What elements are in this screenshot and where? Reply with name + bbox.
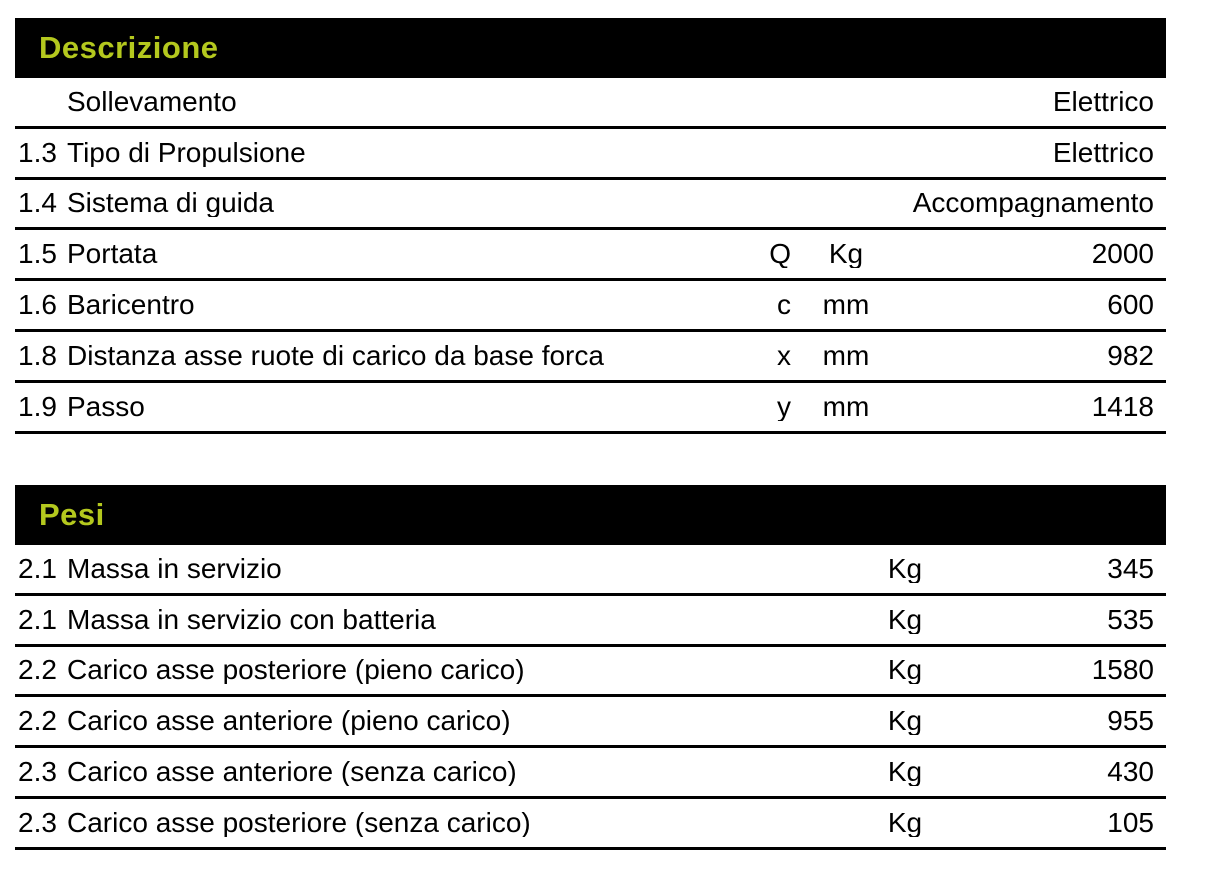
spec-row bbox=[15, 545, 1166, 596]
row-unit: Kg bbox=[887, 808, 923, 837]
row-label: Baricentro bbox=[67, 291, 195, 320]
row-unit: Kg bbox=[887, 656, 923, 685]
row-value: 2000 bbox=[1091, 240, 1154, 269]
spec-row bbox=[15, 78, 1166, 129]
section-pesi-header-bar bbox=[15, 485, 1166, 545]
spec-row bbox=[15, 596, 1166, 647]
row-value: 1418 bbox=[1091, 392, 1154, 421]
row-label: Portata bbox=[67, 240, 158, 269]
section-pesi bbox=[15, 485, 1166, 850]
row-index: 1.8 bbox=[18, 341, 57, 370]
section-descrizione-title: Descrizione bbox=[39, 30, 219, 65]
row-label: Tipo di Propulsione bbox=[67, 138, 306, 167]
row-index: 2.1 bbox=[18, 554, 57, 583]
spec-row bbox=[15, 180, 1166, 231]
row-index: 1.9 bbox=[18, 392, 57, 421]
row-symbol: Q bbox=[769, 240, 791, 269]
section-pesi-title: Pesi bbox=[39, 497, 105, 532]
row-value: 345 bbox=[1107, 554, 1154, 583]
row-index: 1.5 bbox=[18, 240, 57, 269]
section-pesi-rows bbox=[15, 545, 1166, 850]
spec-row bbox=[15, 799, 1166, 850]
row-value: Accompagnamento bbox=[912, 189, 1154, 218]
row-index: 1.6 bbox=[18, 291, 57, 320]
row-label: Sollevamento bbox=[67, 87, 237, 116]
row-label: Carico asse posteriore (senza carico) bbox=[67, 808, 531, 837]
spec-row bbox=[15, 230, 1166, 281]
row-label: Passo bbox=[67, 392, 145, 421]
spec-row bbox=[15, 748, 1166, 799]
row-label: Carico asse posteriore (pieno carico) bbox=[67, 656, 525, 685]
section-descrizione-rows bbox=[15, 78, 1166, 434]
row-label: Carico asse anteriore (senza carico) bbox=[67, 758, 517, 787]
row-index: 2.3 bbox=[18, 808, 57, 837]
row-index: 2.2 bbox=[18, 656, 57, 685]
spec-row bbox=[15, 332, 1166, 383]
row-value: 430 bbox=[1107, 758, 1154, 787]
row-unit: Kg bbox=[887, 758, 923, 787]
row-index: 1.3 bbox=[18, 138, 57, 167]
row-value: Elettrico bbox=[1052, 87, 1154, 116]
row-unit: Kg bbox=[887, 707, 923, 736]
row-symbol: x bbox=[777, 341, 791, 370]
spec-row bbox=[15, 383, 1166, 434]
row-value: 535 bbox=[1107, 605, 1154, 634]
spec-row bbox=[15, 129, 1166, 180]
row-label: Massa in servizio con batteria bbox=[67, 605, 436, 634]
row-value: 955 bbox=[1107, 707, 1154, 736]
row-index: 1.4 bbox=[18, 189, 57, 218]
spec-row bbox=[15, 647, 1166, 698]
row-value: 982 bbox=[1107, 341, 1154, 370]
row-index: 2.1 bbox=[18, 605, 57, 634]
row-index: 2.3 bbox=[18, 758, 57, 787]
row-symbol: y bbox=[777, 392, 791, 421]
row-unit: mm bbox=[822, 341, 870, 370]
row-symbol: c bbox=[777, 291, 791, 320]
row-unit: Kg bbox=[828, 240, 864, 269]
row-unit: mm bbox=[822, 291, 870, 320]
row-value: 600 bbox=[1107, 291, 1154, 320]
spec-row bbox=[15, 281, 1166, 332]
row-label: Sistema di guida bbox=[67, 189, 275, 218]
row-unit: mm bbox=[822, 392, 870, 421]
row-label: Massa in servizio bbox=[67, 554, 282, 583]
row-value: 1580 bbox=[1091, 656, 1154, 685]
row-value: Elettrico bbox=[1052, 138, 1154, 167]
row-unit: Kg bbox=[887, 605, 923, 634]
row-index: 2.2 bbox=[18, 707, 57, 736]
row-unit: Kg bbox=[887, 554, 923, 583]
row-label: Distanza asse ruote di carico da base forca bbox=[67, 341, 604, 370]
spec-row bbox=[15, 697, 1166, 748]
section-descrizione-header-bar bbox=[15, 18, 1166, 78]
row-label: Carico asse anteriore (pieno carico) bbox=[67, 707, 511, 736]
row-value: 105 bbox=[1107, 808, 1154, 837]
section-descrizione bbox=[15, 18, 1166, 434]
